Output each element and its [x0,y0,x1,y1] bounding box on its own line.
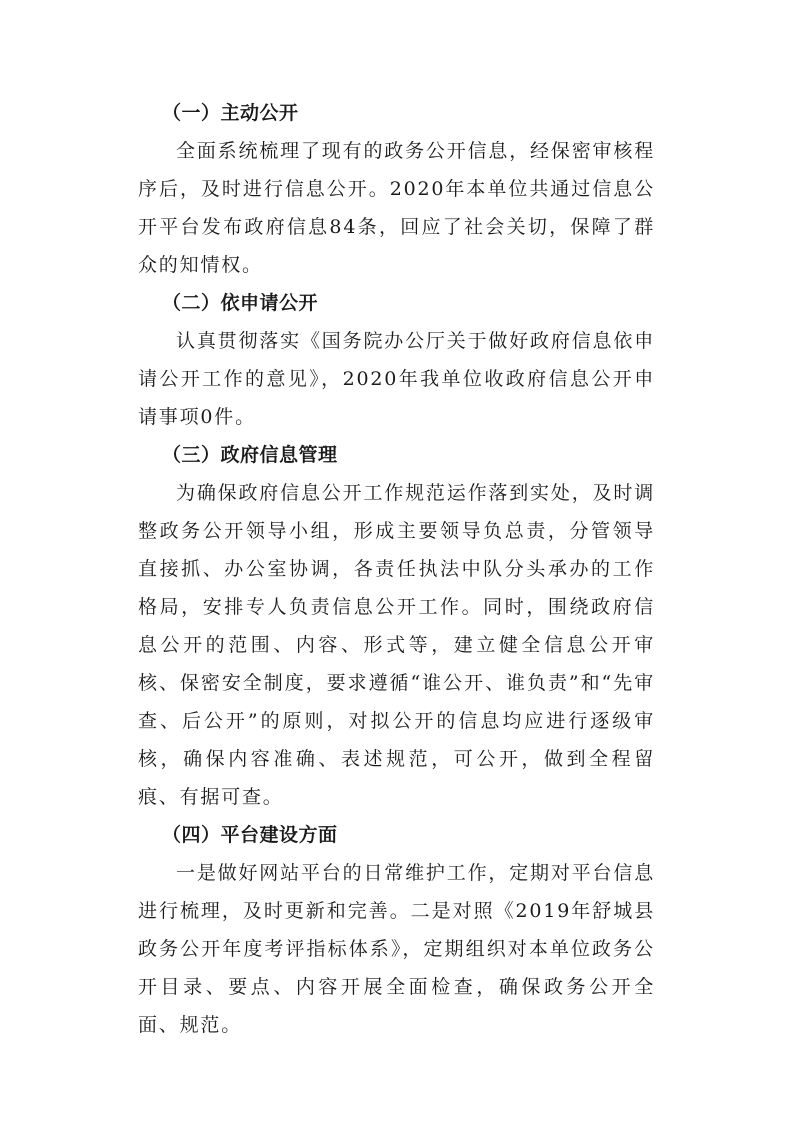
section-body: 认真贯彻落实《国务院办公厅关于做好政府信息依申请公开工作的意见》，2020年我单位收政府信息公开申请事项0件。 [138,330,655,428]
section-platform-construction [138,816,655,1044]
section-heading: （三）政府信息管理 [162,444,338,466]
section-body: 为确保政府信息公开工作规范运作落到实处，及时调整政务公开领导小组，形成主要领导负总责，分管领导直接抓、办公室协调，各责任执法中队分头承办的工作格局，安排专人负责信息公开工作。同时，围绕政府信息公开的范围、内容、形式等，建立健全信息公开审核、保密安全制度，要求遵循“谁公开、谁负责”和“先审查、后公开”的原则，对拟公开的信息均应进行逐级审核，确保内容准确、表述规范，可公开，做到全程留痕、有据可查。 [138,482,655,808]
section-heading: （一）主动公开 [162,102,299,124]
section-heading: （四）平台建设方面 [162,824,338,846]
section-body: 全面系统梳理了现有的政务公开信息，经保密审核程序后，及时进行信息公开。2020年本单位共通过信息公开平台发布政府信息84条，回应了社会关切，保障了群众的知情权。 [138,140,655,276]
section-heading: （二）依申请公开 [162,292,319,314]
section-disclosure-on-request [138,284,655,436]
section-proactive-disclosure [138,94,655,284]
section-information-management [138,436,655,816]
section-body: 一是做好网站平台的日常维护工作，定期对平台信息进行梳理，及时更新和完善。二是对照《2019年舒城县政务公开年度考评指标体系》，定期组织对本单位政务公开目录、要点、内容开展全面检查，确保政务公开全面、规范。 [138,862,655,1036]
